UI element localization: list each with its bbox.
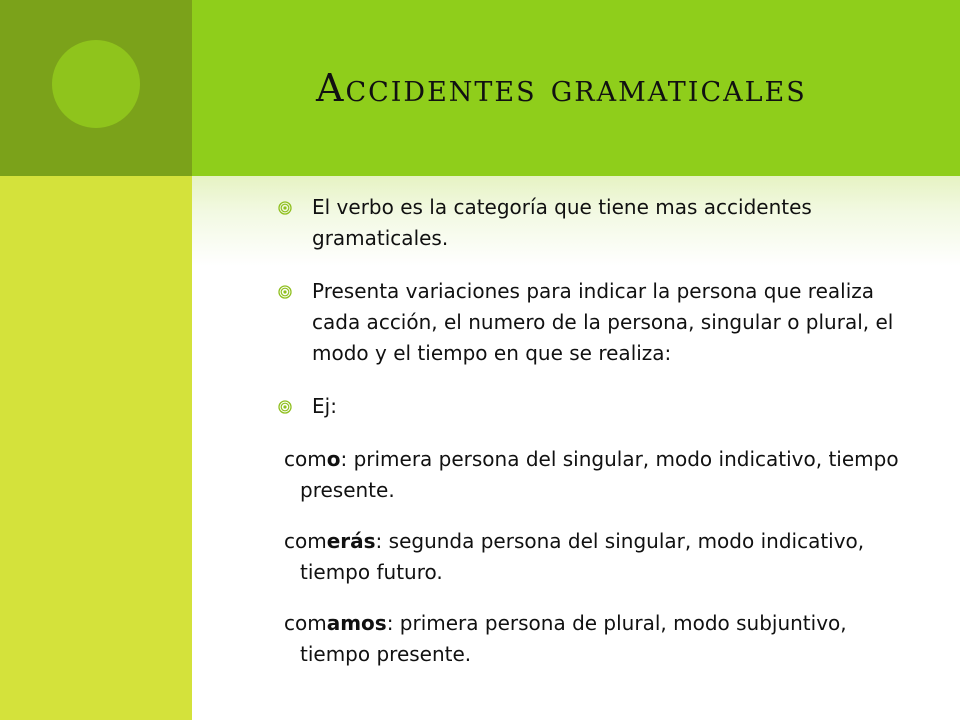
example-line: [272, 608, 912, 670]
verb-stem: com: [284, 447, 327, 471]
bullet-item: [272, 276, 912, 369]
decorative-panel-bottom: [0, 176, 192, 720]
bullet-text: Presenta variaciones para indicar la persona que realiza cada acción, el numero de la persona, singular o plural, el modo y el tiempo en que se realiza:: [312, 279, 894, 365]
verb-ending: amos: [326, 611, 387, 635]
example-description: : primera persona del singular, modo indicativo, tiempo presente.: [300, 447, 899, 502]
verb-stem: com: [284, 611, 327, 635]
concentric-circle-bullet-icon: [278, 285, 292, 299]
example-description: : segunda persona del singular, modo indicativo, tiempo futuro.: [300, 529, 865, 584]
verb-ending: o: [326, 447, 341, 471]
concentric-circle-bullet-icon: [278, 201, 292, 215]
slide-title: Accidentes gramaticales: [316, 66, 807, 110]
concentric-circle-bullet-icon: [278, 400, 292, 414]
verb-ending: erás: [326, 529, 376, 553]
example-line: [272, 444, 912, 506]
bullet-text: Ej:: [312, 394, 337, 418]
verb-stem: com: [284, 529, 327, 553]
bullet-item: [272, 192, 912, 254]
bullet-item: [272, 391, 912, 422]
slide-content: [272, 192, 912, 690]
example-line: [272, 526, 912, 588]
bullet-text: El verbo es la categoría que tiene mas accidentes gramaticales.: [312, 195, 812, 250]
example-description: : primera persona de plural, modo subjuntivo, tiempo presente.: [300, 611, 847, 666]
decorative-circle: [52, 40, 140, 128]
